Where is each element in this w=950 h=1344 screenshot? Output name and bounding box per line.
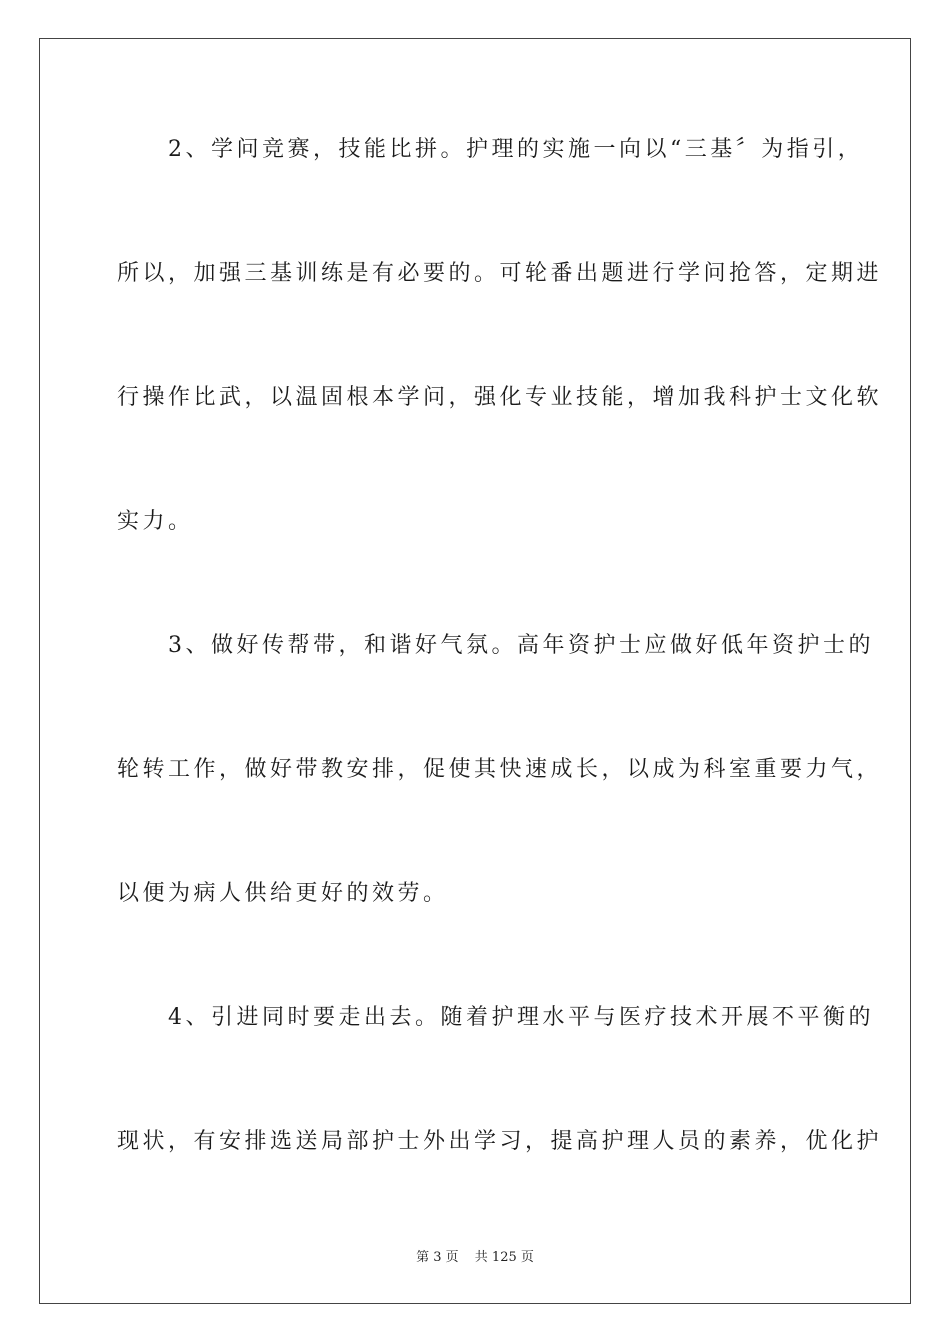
page-frame [39,38,911,1304]
paragraph-3-line-2: 轮转工作，做好带教安排，促使其快速成长，以成为科室重要力气， [117,757,883,782]
page-number: 第 3 页 [416,1250,459,1265]
paragraph-4-line-2: 现状，有安排选送局部护士外出学习，提高护理人员的素养，优化护 [117,1129,883,1154]
paragraph-2-line-3: 行操作比武，以温固根本学问，强化专业技能，增加我科护士文化软 [117,385,883,410]
paragraph-4-line-1: 4、引进同时要走出去。随着护理水平与医疗技术开展不平衡的 [117,1005,874,1030]
paragraph-2-line-2: 所以，加强三基训练是有必要的。可轮番出题进行学问抢答，定期进 [117,261,883,286]
paragraph-3-line-3: 以便为病人供给更好的效劳。 [117,881,449,906]
paragraph-2-line-1: 2、学问竞赛，技能比拼。护理的实施一向以“三基〞为指引， [117,137,864,162]
page-total: 共 125 页 [474,1250,534,1265]
paragraph-2-line-4: 实力。 [117,509,194,534]
page-footer [0,1249,950,1267]
paragraph-3-line-1: 3、做好传帮带，和谐好气氛。高年资护士应做好低年资护士的 [117,633,874,658]
